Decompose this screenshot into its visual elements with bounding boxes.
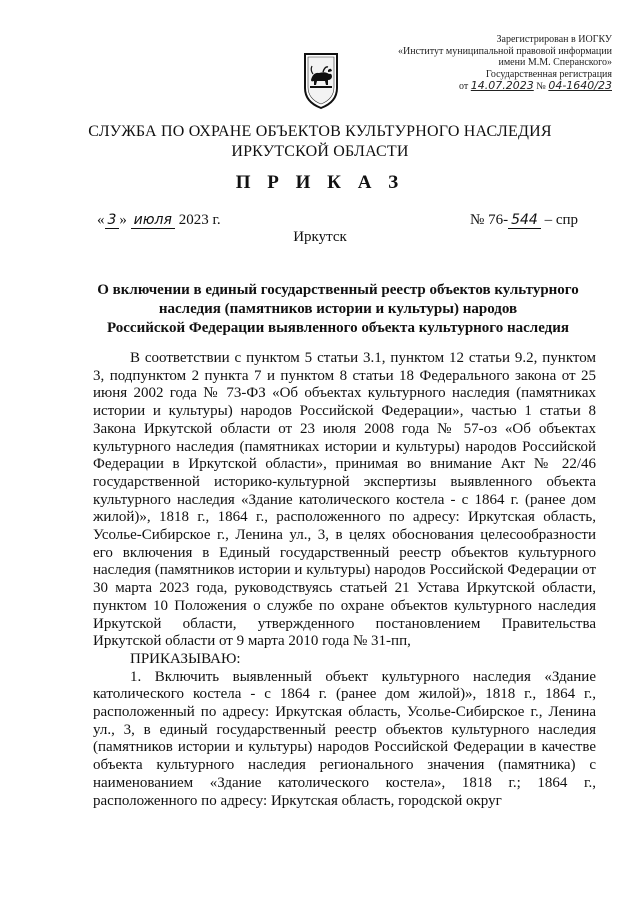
stamp-line-1: Зарегистрирован в ИОГКУ bbox=[496, 34, 612, 45]
document-body bbox=[93, 350, 596, 810]
date-month: июля bbox=[131, 212, 175, 229]
stamp-date: 14.07.2023 bbox=[470, 79, 534, 92]
order-number-suffix: – спр bbox=[544, 212, 578, 228]
stamp-registration-line bbox=[362, 80, 612, 93]
heading-line-1: О включении в единый государственный реестр объектов культурного bbox=[97, 282, 579, 298]
stamp-line-3: имени М.М. Сперанского» bbox=[498, 57, 612, 68]
decree-item-1: 1. Включить выявленный объект культурного наследия «Здание католического костела - с 1864 г. (ранее дом жилой)», 1818 г., 1864 г., расположенный по адресу: Иркутская область, Усолье-Сибирское г., Ленина ул., 3, в единый государственный реестр объектов культурного наследия (памятников истории и культуры) народов Российской Федерации в качестве объекта культурного наследия регионального значения (памятника) с наименованием «Здание католического костела», 1818 г.; 1864 г., расположенного по адресу: Иркутская область, городской округ bbox=[93, 668, 596, 809]
stamp-line-4: Государственная регистрация bbox=[485, 68, 612, 80]
order-number-prefix: № 76- bbox=[470, 212, 509, 228]
stamp-from-label: от bbox=[459, 81, 469, 92]
agency-line-1: СЛУЖБА ПО ОХРАНЕ ОБЪЕКТОВ КУЛЬТУРНОГО НАСЛЕДИЯ bbox=[88, 123, 552, 140]
date-day: 3 bbox=[105, 212, 120, 229]
agency-name bbox=[0, 122, 640, 162]
stamp-number-label: № bbox=[536, 81, 546, 92]
document-heading bbox=[88, 281, 588, 338]
stamp-number: 04-1640/23 bbox=[548, 79, 612, 92]
order-date bbox=[97, 212, 221, 229]
decree-word: ПРИКАЗЫВАЮ: bbox=[130, 650, 241, 667]
agency-line-2: ИРКУТСКОЙ ОБЛАСТИ bbox=[231, 143, 409, 160]
date-open-quote: « bbox=[97, 212, 105, 228]
heading-line-2: наследия (памятников истории и культуры) народов bbox=[158, 301, 518, 317]
stamp-line-2: «Институт муниципальной правовой информации bbox=[398, 45, 612, 57]
city: Иркутск bbox=[293, 229, 347, 245]
registration-stamp bbox=[362, 34, 612, 93]
order-number bbox=[470, 212, 578, 229]
preamble-paragraph: В соответствии с пунктом 5 статьи 3.1, пунктом 12 статьи 9.2, пунктом 3, подпунктом 2 пункта 7 и пунктом 8 статьи 18 Федерального закона от 25 июня 2002 года № 73-ФЗ «Об объектах культурного наследия (памятниках истории и культуры) народов Российской Федерации», частью 1 статьи 8 Закона Иркутской области от 23 июля 2008 года № 57-оз «Об объектах культурного наследия (памятниках истории и культуры) народов Российской Федерации в Иркутской области», принимая во внимание Акт № 22/46 государственной историко-культурной экспертизы выявленного объекта культурного наследия «Здание католического костела - с 1864 г. (ранее дом жилой)», 1818 г., 1864 г., расположенного по адресу: Иркутская область, Усолье-Сибирское г., Ленина ул., 3, в целях обоснования целесообразности его включения в Единый государственный реестр объектов культурного наследия (памятников истории и культуры) народов Российской Федерации от 30 марта 2023 года, руководствуясь статьей 21 Устава Иркутской области, пунктом 10 Положения о службе по охране объектов культурного наследия Иркутской области, утвержденного постановлением Правительства Иркутской области от 9 марта 2010 года № 31-пп, bbox=[93, 350, 596, 650]
heading-line-3: Российской Федерации выявленного объекта культурного наследия bbox=[106, 320, 570, 336]
date-year: 2023 г. bbox=[178, 212, 221, 228]
order-number-value: 544 bbox=[508, 212, 541, 229]
date-close-quote: » bbox=[119, 212, 127, 228]
order-title: П Р И К А З bbox=[235, 172, 405, 193]
irkutsk-coat-of-arms-icon bbox=[303, 52, 339, 110]
